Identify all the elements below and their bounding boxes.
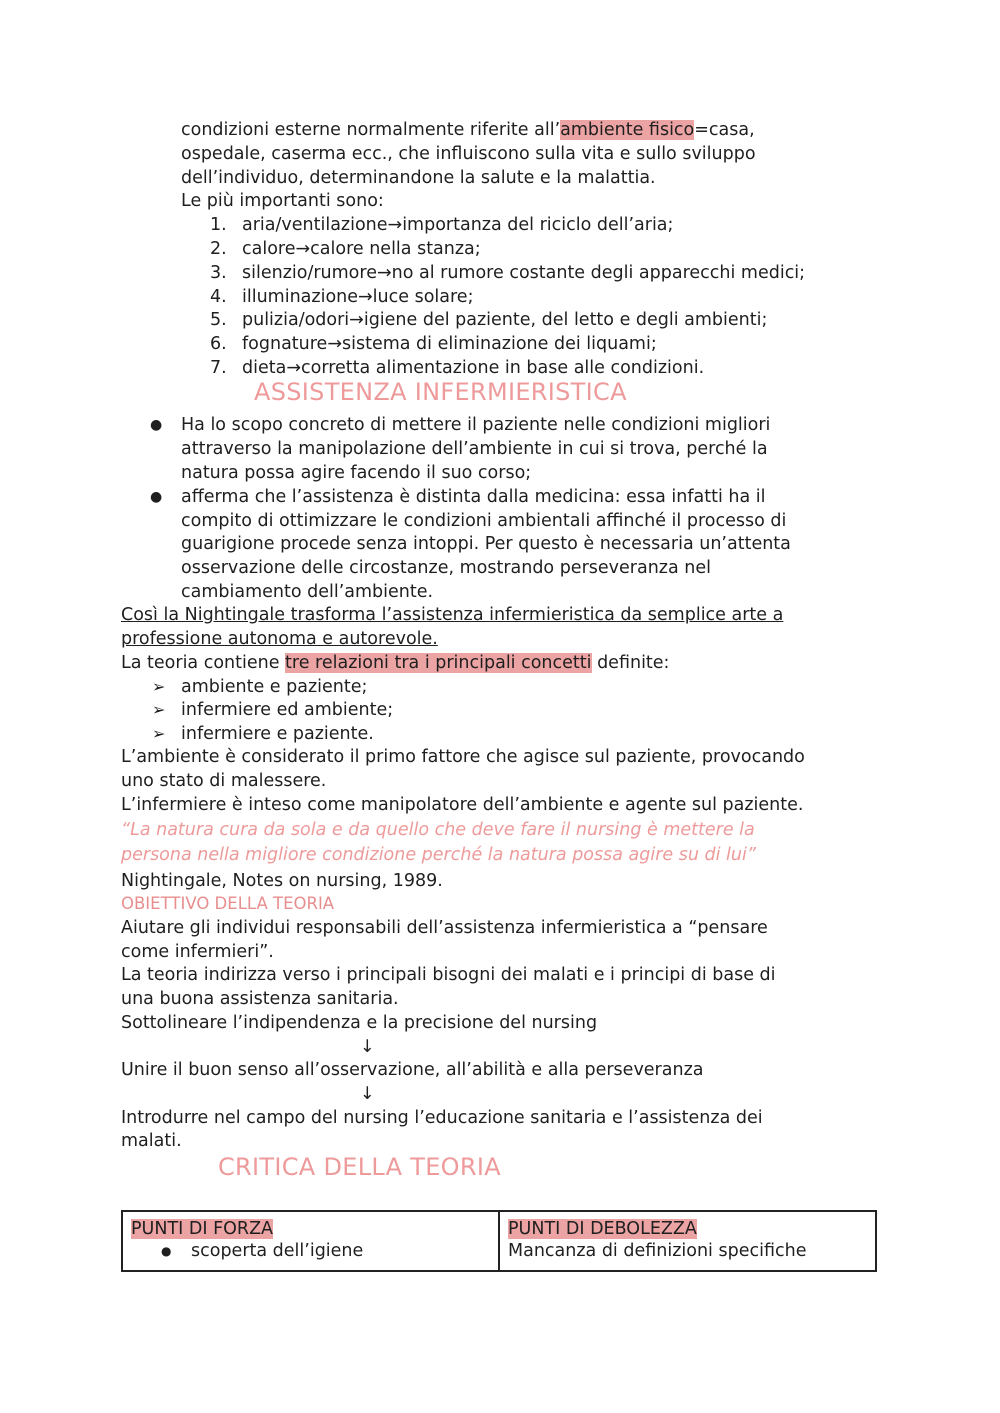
ambiente-text: L’ambiente è considerato il primo fattore che agisce sul paziente, provocando [121, 747, 805, 767]
underlined-statement: Così la Nightingale trasforma l’assistenza infermieristica da semplice arte a [121, 605, 784, 625]
obiettivo-text: Sottolineare l’indipendenza e la precisione del nursing [121, 1013, 598, 1033]
bullet-dot: ● [150, 489, 163, 505]
critique-table [121, 1210, 877, 1272]
arrow-bullet-icon: ➢ [152, 724, 166, 743]
bullet-1-line: Ha lo scopo concreto di mettere il paziente nelle condizioni migliori [181, 415, 771, 435]
theory-intro: La teoria contiene tre relazioni tra i principali concetti definite: [121, 653, 670, 673]
bullet-dot: ● [150, 417, 163, 433]
quote-line: “La natura cura da sola e da quello che deve fare il nursing è mettere la [121, 820, 755, 840]
relation-item: ambiente e paziente; [181, 677, 368, 697]
forza-cell [122, 1211, 499, 1271]
arrow-bullet-icon: ➢ [152, 677, 166, 696]
intro-line-2: ospedale, caserma ecc., che influiscono sulla vita e sullo sviluppo [181, 144, 756, 164]
down-arrow-icon: ↓ [360, 1037, 375, 1057]
debolezza-cell [499, 1211, 876, 1271]
underlined-statement: professione autonoma e autorevole. [121, 629, 438, 649]
relation-item: infermiere ed ambiente; [181, 700, 394, 720]
bullet-1-line: attraverso la manipolazione dell’ambiente in cui si trova, perché la [181, 439, 768, 459]
obiettivo-text: La teoria indirizza verso i principali bisogni dei malati e i principi di base di [121, 965, 776, 985]
obiettivo-text: come infermieri”. [121, 942, 274, 962]
obiettivo-text: Aiutare gli individui responsabili dell’assistenza infermieristica a “pensare [121, 918, 768, 938]
factor-item: 4. illuminazione→luce solare; [210, 287, 474, 307]
citation: Nightingale, Notes on nursing, 1989. [121, 871, 443, 891]
relation-item: infermiere e paziente. [181, 724, 374, 744]
bullet-2-line: osservazione delle circostanze, mostrando perseveranza nel [181, 558, 711, 578]
debolezza-title: PUNTI DI DEBOLEZZA [508, 1219, 697, 1239]
forza-item: ● scoperta dell’igiene [161, 1241, 364, 1261]
obiettivo-text: una buona assistenza sanitaria. [121, 989, 399, 1009]
heading-assistenza-infermieristica: ASSISTENZA INFERMIERISTICA [254, 378, 627, 406]
heading-critica-della-teoria: CRITICA DELLA TEORIA [218, 1153, 501, 1181]
factor-item: 7. dieta→corretta alimentazione in base alle condizioni. [210, 358, 705, 378]
down-arrow-icon: ↓ [360, 1084, 375, 1104]
highlight-relazioni: tre relazioni tra i principali concetti [285, 653, 592, 673]
obiettivo-text: malati. [121, 1131, 182, 1151]
intro-line-4: Le più importanti sono: [181, 191, 384, 211]
bullet-2-line: cambiamento dell’ambiente. [181, 582, 434, 602]
intro-line-3: dell’individuo, determinandone la salute e la malattia. [181, 168, 656, 188]
bullet-2-line: afferma che l’assistenza è distinta dalla medicina: essa infatti ha il [181, 487, 766, 507]
factor-item: 3. silenzio/rumore→no al rumore costante degli apparecchi medici; [210, 263, 806, 283]
bullet-2-line: guarigione procede senza intoppi. Per questo è necessaria un’attenta [181, 534, 791, 554]
bullet-1-line: natura possa agire facendo il suo corso; [181, 463, 532, 483]
quote-line: persona nella migliore condizione perché la natura possa agire su di lui” [121, 845, 756, 865]
highlight-ambiente-fisico: ambiente fisico [560, 120, 695, 140]
ambiente-text: uno stato di malessere. [121, 771, 327, 791]
factor-item: 1. aria/ventilazione→importanza del riciclo dell’aria; [210, 215, 674, 235]
arrow-bullet-icon: ➢ [152, 700, 166, 719]
bullet-dot: ● [161, 1244, 172, 1258]
factor-item: 5. pulizia/odori→igiene del paziente, del letto e degli ambienti; [210, 310, 768, 330]
infermiere-text: L’infermiere è inteso come manipolatore dell’ambiente e agente sul paziente. [121, 795, 804, 815]
obiettivo-text: Introdurre nel campo del nursing l’educazione sanitaria e l’assistenza dei [121, 1108, 763, 1128]
factor-item: 2. calore→calore nella stanza; [210, 239, 481, 259]
bullet-2-line: compito di ottimizzare le condizioni ambientali affinché il processo di [181, 511, 787, 531]
obiettivo-text: Unire il buon senso all’osservazione, all’abilità e alla perseveranza [121, 1060, 704, 1080]
debolezza-item: Mancanza di definizioni specifiche [508, 1241, 807, 1261]
obiettivo-title: OBIETTIVO DELLA TEORIA [121, 894, 335, 913]
intro-line-1: condizioni esterne normalmente riferite all’ambiente fisico=casa, [181, 120, 755, 140]
factor-item: 6. fognature→sistema di eliminazione dei liquami; [210, 334, 657, 354]
forza-title: PUNTI DI FORZA [131, 1219, 274, 1239]
